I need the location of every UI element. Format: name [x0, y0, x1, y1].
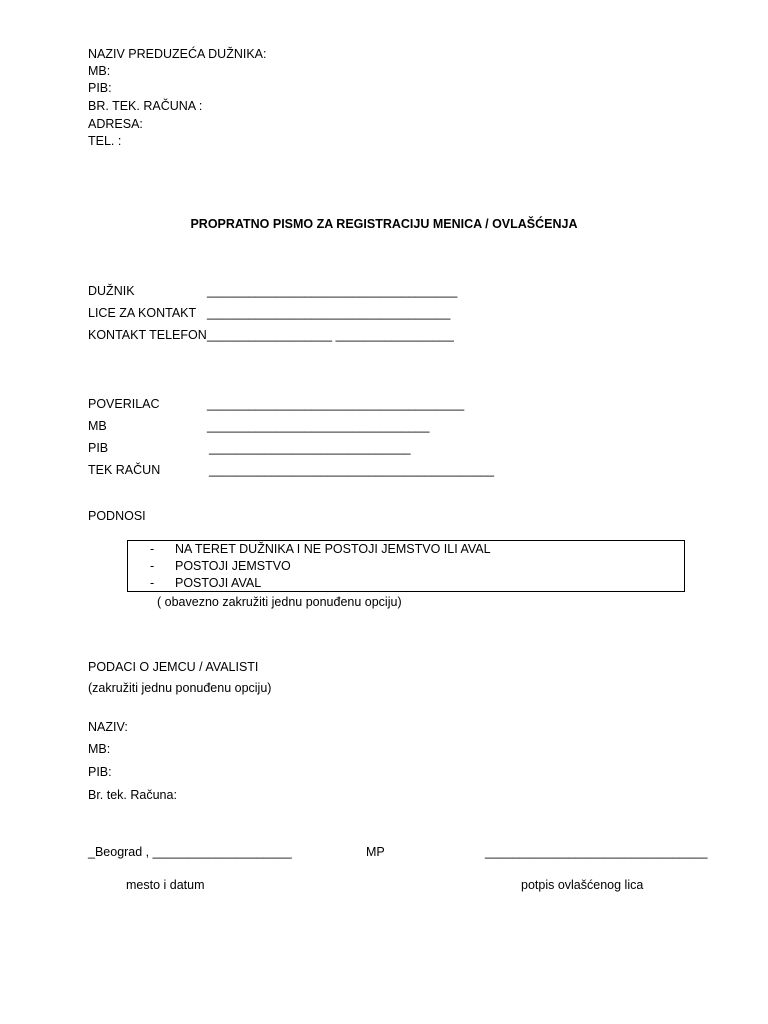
- guarantor-mb-label: MB:: [88, 742, 111, 756]
- guarantor-naziv-label: NAZIV:: [88, 720, 128, 734]
- debtor-mb-label: MB:: [88, 64, 111, 78]
- mp-label: MP: [366, 845, 385, 859]
- contact-person-line[interactable]: ___________________________________: [207, 306, 451, 320]
- tek-racun-line[interactable]: _________________________________________: [209, 463, 495, 477]
- guarantor-pib-label: PIB:: [88, 765, 112, 779]
- option-label: POSTOJI AVAL: [175, 576, 262, 590]
- creditor-mb-label: MB: [88, 419, 107, 433]
- creditor-mb-line[interactable]: ________________________________: [207, 419, 430, 433]
- podnosi-option[interactable]: [150, 575, 261, 591]
- signature-caption: potpis ovlašćenog lica: [521, 878, 644, 892]
- option-label: NA TERET DUŽNIKA I NE POSTOJI JEMSTVO ILI AVAL: [175, 542, 491, 556]
- creditor-pib-label: PIB: [88, 441, 109, 455]
- duznik-line[interactable]: ____________________________________: [207, 284, 458, 298]
- document-title: PROPRATNO PISMO ZA REGISTRACIJU MENICA / OVLAŠĆENJA: [190, 217, 578, 231]
- contact-phone-label: KONTAKT TELEFON: [88, 328, 207, 342]
- dash-bullet: -: [150, 576, 155, 590]
- signature-line[interactable]: ________________________________: [485, 845, 708, 859]
- contact-phone-line[interactable]: __________________ _________________: [207, 328, 454, 342]
- podnosi-option[interactable]: [150, 541, 491, 557]
- poverilac-label: POVERILAC: [88, 397, 160, 411]
- place-date-line[interactable]: _Beograd , ____________________: [88, 845, 292, 859]
- guarantor-account-label: Br. tek. Računa:: [88, 788, 177, 802]
- debtor-address-label: ADRESA:: [88, 117, 143, 131]
- guarantor-note: (zakružiti jednu ponuđenu opciju): [88, 681, 272, 695]
- podnosi-option[interactable]: [150, 558, 291, 574]
- poverilac-line[interactable]: _____________________________________: [207, 397, 465, 411]
- duznik-label: DUŽNIK: [88, 284, 135, 298]
- debtor-company-name-label: NAZIV PREDUZEĆA DUŽNIKA:: [88, 47, 267, 61]
- option-label: POSTOJI JEMSTVO: [175, 559, 291, 573]
- guarantor-heading: PODACI O JEMCU / AVALISTI: [88, 660, 259, 674]
- podnosi-note: ( obavezno zakružiti jednu ponuđenu opciju): [157, 595, 402, 609]
- dash-bullet: -: [150, 542, 155, 556]
- debtor-account-label: BR. TEK. RAČUNA :: [88, 99, 203, 113]
- contact-person-label: LICE ZA KONTAKT: [88, 306, 197, 320]
- dash-bullet: -: [150, 559, 155, 573]
- place-date-caption: mesto i datum: [126, 878, 205, 892]
- podnosi-options-box: [127, 540, 685, 592]
- podnosi-label: PODNOSI: [88, 509, 146, 523]
- debtor-tel-label: TEL. :: [88, 134, 122, 148]
- creditor-pib-line[interactable]: _____________________________: [209, 441, 411, 455]
- debtor-pib-label: PIB:: [88, 81, 112, 95]
- tek-racun-label: TEK RAČUN: [88, 463, 161, 477]
